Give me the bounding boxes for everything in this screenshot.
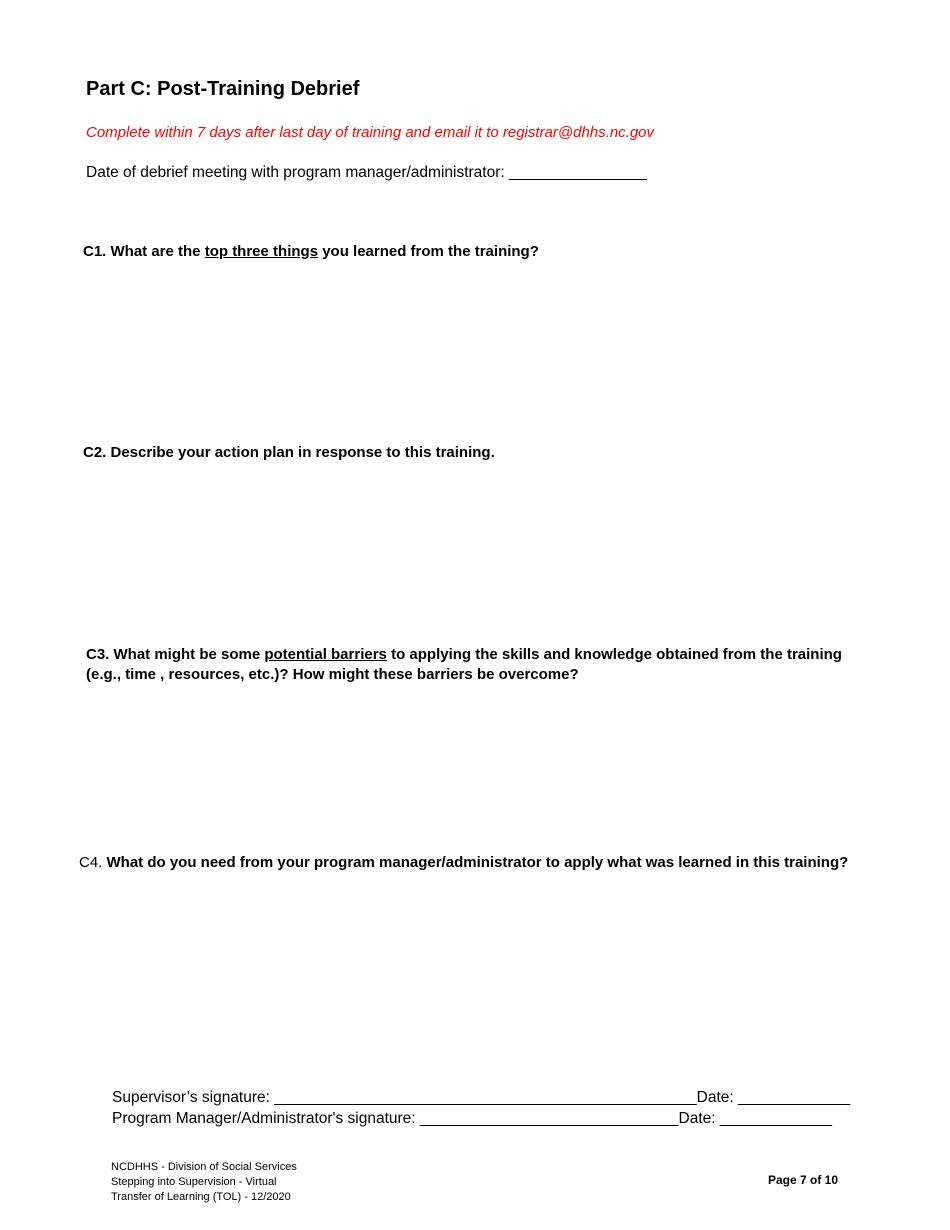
page-number: Page 7 of 10 (768, 1173, 839, 1187)
question-c2: C2. Describe your action plan in response to this training. (83, 444, 495, 461)
question-c1-suffix: you learned from the training? (318, 243, 539, 260)
program-manager-signature-line[interactable]: Program Manager/Administrator's signature: ______________________________Date: _____________ (112, 1110, 832, 1127)
debrief-date-field[interactable]: Date of debrief meeting with program manager/administrator: ________________ (86, 164, 647, 181)
footer-line-3: Transfer of Learning (TOL) - 12/2020 (111, 1191, 291, 1203)
question-c1-emphasis: top three things (204, 243, 319, 260)
question-c1-prefix: C1. What are the (83, 243, 205, 260)
question-c4-number: C4. (79, 854, 107, 871)
question-c4 (79, 854, 848, 871)
footer-line-1: NCDHHS - Division of Social Services (111, 1161, 297, 1173)
question-c4-text: What do you need from your program manager/administrator to apply what was learned in this training? (106, 854, 849, 871)
submission-instruction: Complete within 7 days after last day of training and email it to registrar@dhhs.nc.gov (86, 124, 655, 141)
question-c3-emphasis: potential barriers (264, 646, 387, 663)
question-c3 (86, 645, 842, 685)
question-c3-line2: (e.g., time , resources, etc.)? How might these barriers be overcome? (86, 666, 579, 683)
page-title: Part C: Post-Training Debrief (86, 78, 360, 100)
question-c3-suffix: to applying the skills and knowledge obtained from the training (386, 646, 842, 663)
footer-line-2: Stepping into Supervision - Virtual (111, 1176, 277, 1188)
question-c3-line1 (86, 645, 842, 665)
question-c3-prefix: C3. What might be some (86, 646, 265, 663)
question-c1 (83, 243, 539, 260)
supervisor-signature-line[interactable]: Supervisor’s signature: _________________________________________________Date: _____________ (112, 1089, 851, 1106)
footer-info (111, 1160, 297, 1205)
